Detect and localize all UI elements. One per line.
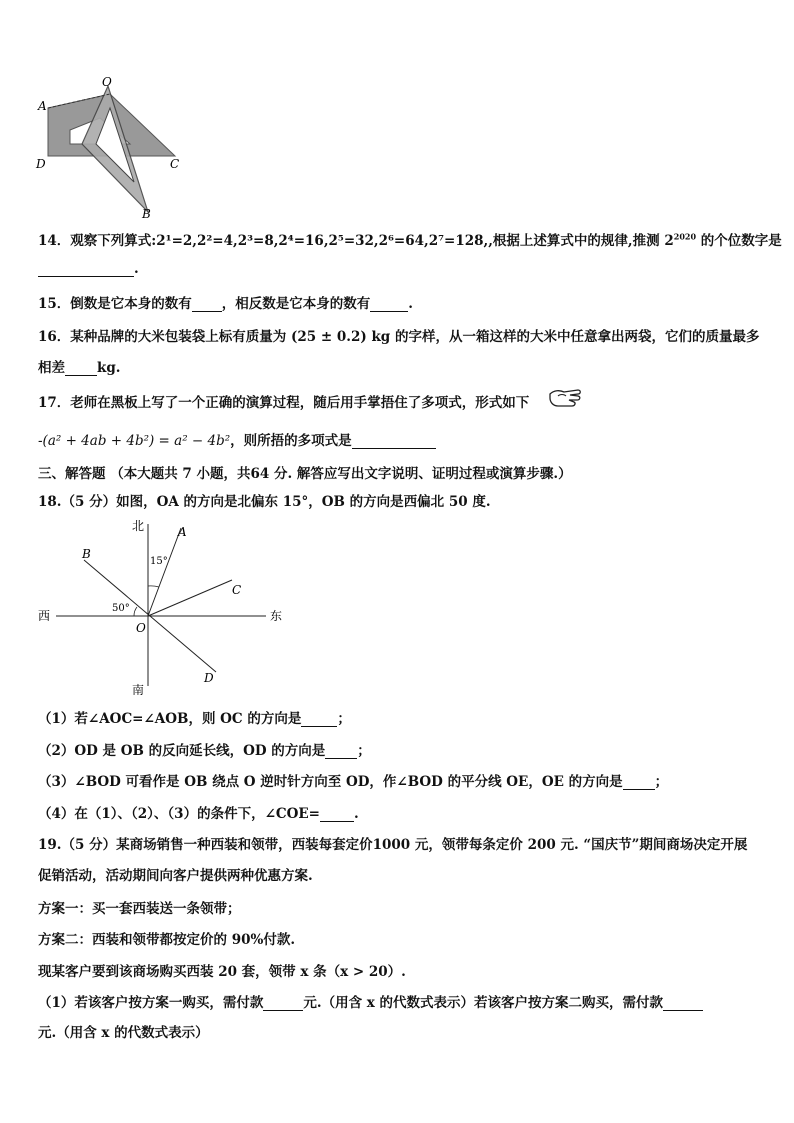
hand-icon bbox=[548, 382, 584, 410]
q14-power-exp: 2020 bbox=[673, 231, 697, 242]
q19-sub1-cont: 元.（用含 x 的代数式表示） bbox=[38, 1025, 209, 1041]
label-A: A bbox=[38, 99, 47, 113]
q18-sub1-blank[interactable] bbox=[301, 712, 337, 727]
q18-sub2-semi: ； bbox=[357, 743, 371, 759]
section-3-heading: 三、解答题 （本大题共 7 小题，共64 分. 解答应写出文字说明、证明过程或演算步骤.） bbox=[38, 466, 572, 482]
label-D: D bbox=[204, 671, 214, 685]
q16-blank[interactable] bbox=[65, 361, 97, 376]
q19-sub1-b: 元.（用含 x 的代数式表示）若该客户按方案二购买，需付款 bbox=[303, 995, 664, 1011]
q14-power-base: 2 bbox=[664, 233, 674, 249]
q18-sub2-blank[interactable] bbox=[325, 744, 357, 759]
label-C: C bbox=[232, 583, 242, 597]
q16-line2-prefix: 相差 bbox=[38, 360, 65, 376]
label-D: D bbox=[36, 157, 46, 171]
ray-OC bbox=[148, 580, 232, 616]
label-C: C bbox=[170, 157, 180, 171]
label-south: 南 bbox=[132, 683, 145, 697]
q18-sub4 bbox=[38, 802, 359, 822]
q19-line5: 现某客户要到该商场购买西装 20 套，领带 x 条（x > 20）. bbox=[38, 964, 406, 980]
question-16 bbox=[38, 325, 759, 345]
q15-number: 15． bbox=[38, 296, 71, 312]
q18-sub2-text: （2）OD 是 OB 的反向延长线，OD 的方向是 bbox=[38, 743, 326, 759]
q18-sub2 bbox=[38, 739, 371, 759]
q17-line1: 老师在黑板上写了一个正确的演算过程，随后用手掌捂住了多项式，形式如下 bbox=[70, 395, 530, 411]
q18-stem: （5 分）如图，OA 的方向是北偏东 15°，OB 的方向是西偏北 50 度. bbox=[61, 494, 491, 510]
q19-plan1: 方案一：买一套西装送一条领带； bbox=[38, 901, 241, 917]
ray-OA bbox=[148, 528, 181, 616]
label-A: A bbox=[178, 525, 187, 539]
angle-50-arc bbox=[134, 607, 137, 616]
q18-sub4-blank[interactable] bbox=[320, 807, 354, 822]
q19-line1: （5 分）某商场销售一种西装和领带，西装每套定价1000 元，领带每条定价 200 元. “国庆节”期间商场决定开展 bbox=[61, 837, 748, 853]
q14-answer-line bbox=[38, 261, 139, 277]
question-17 bbox=[38, 391, 529, 411]
q17-number: 17． bbox=[38, 395, 71, 411]
q18-sub1 bbox=[38, 707, 351, 727]
q19-sub1-blank-1[interactable] bbox=[263, 996, 303, 1011]
q14-number: 14． bbox=[38, 233, 71, 249]
q18-sub1-semi: ； bbox=[337, 711, 351, 727]
q15-part2: ，相反数是它本身的数有 bbox=[221, 296, 371, 312]
q15-blank-2[interactable] bbox=[370, 297, 408, 312]
q15-blank-1[interactable] bbox=[192, 297, 222, 312]
q16-number: 16． bbox=[38, 329, 71, 345]
angle-15-arc bbox=[148, 586, 159, 587]
q18-number: 18. bbox=[38, 494, 62, 510]
question-19 bbox=[38, 833, 747, 853]
q19-number: 19. bbox=[38, 837, 62, 853]
q18-sub4-dot: . bbox=[354, 806, 359, 822]
q17-tail: ，则所捂的多项式是 bbox=[230, 433, 352, 449]
q14-suffix-a: ,根据上述算式中的规律,推测 bbox=[488, 233, 665, 249]
label-west: 西 bbox=[38, 609, 51, 623]
q19-plan2: 方案二：西装和领带都按定价的 90%付款. bbox=[38, 932, 296, 948]
label-B: B bbox=[82, 547, 91, 561]
label-east: 东 bbox=[270, 609, 283, 623]
question-18 bbox=[38, 490, 491, 510]
q16-line2-suffix: kg. bbox=[97, 360, 121, 376]
label-north: 北 bbox=[132, 519, 145, 533]
q18-sub3-text: （3）∠BOD 可看作是 OB 绕点 O 逆时针方向至 OD，作∠BOD 的平分线 OE，OE 的方向是 bbox=[38, 774, 623, 790]
q14-prefix: 观察下列算式: bbox=[70, 233, 157, 249]
q15-part1: 倒数是它本身的数有 bbox=[70, 296, 192, 312]
question-14 bbox=[38, 229, 782, 249]
q18-sub3-blank[interactable] bbox=[623, 775, 655, 790]
q14-blank[interactable] bbox=[38, 262, 134, 277]
q14-formula: 2¹=2,2²=4,2³=8,2⁴=16,2⁵=32,2⁶=64,2⁷=128, bbox=[156, 233, 489, 249]
q17-blank[interactable] bbox=[352, 434, 436, 449]
q19-sub1 bbox=[38, 991, 703, 1011]
direction-figure bbox=[36, 514, 296, 698]
q14-suffix-b: 的个位数字是 bbox=[696, 233, 782, 249]
question-15 bbox=[38, 292, 413, 312]
q16-line2 bbox=[38, 356, 121, 376]
label-angle-15: 15° bbox=[150, 556, 168, 567]
q19-sub1-a: （1）若该客户按方案一购买，需付款 bbox=[38, 995, 264, 1011]
q19-line2: 促销活动，活动期间向客户提供两种优惠方案. bbox=[38, 868, 313, 884]
q18-sub3 bbox=[38, 770, 668, 790]
label-O: O bbox=[102, 75, 112, 89]
q17-formula-line bbox=[38, 429, 436, 449]
label-angle-50: 50° bbox=[112, 603, 130, 614]
q16-line1: 某种品牌的大米包装袋上标有质量为 (25 ± 0.2) kg 的字样，从一箱这样的大米中任意拿出两袋，它们的质量最多 bbox=[70, 329, 760, 345]
q19-sub1-blank-2[interactable] bbox=[663, 996, 703, 1011]
label-B: B bbox=[142, 207, 151, 221]
label-O: O bbox=[136, 621, 146, 635]
q14-tail: . bbox=[134, 261, 139, 277]
triangle-rulers-figure bbox=[30, 72, 200, 222]
q17-formula: -(a² + 4ab + 4b²) = a² − 4b² bbox=[38, 433, 231, 449]
q15-tail: . bbox=[408, 296, 413, 312]
q18-sub1-text: （1）若∠AOC=∠AOB，则 OC 的方向是 bbox=[38, 711, 302, 727]
q18-sub4-text: （4）在（1）、（2）、（3）的条件下，∠COE= bbox=[38, 806, 320, 822]
q18-sub3-semi: ； bbox=[654, 774, 669, 790]
